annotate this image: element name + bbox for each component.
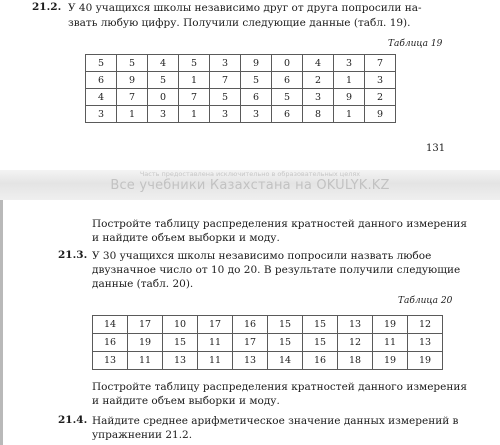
table-cell: 9 <box>117 72 148 89</box>
table-cell: 5 <box>179 55 210 72</box>
table-cell: 9 <box>241 55 272 72</box>
table-row <box>93 316 443 334</box>
table-cell: 1 <box>117 106 148 123</box>
table-cell: 5 <box>86 55 117 72</box>
page-edge <box>0 200 3 445</box>
upper-page <box>0 0 500 170</box>
table-cell: 15 <box>303 316 338 334</box>
table-cell: 15 <box>268 316 303 334</box>
table-19-caption: Таблица 19 <box>388 39 443 49</box>
task4-line-1: Найдите среднее арифметическое значение данных измерений в <box>92 415 459 427</box>
table-cell: 11 <box>373 334 408 352</box>
table-cell: 17 <box>128 316 163 334</box>
task3-line-3: данные (табл. 20). <box>92 278 194 290</box>
task-number-21-4: 21.4. <box>58 414 88 426</box>
table-cell: 17 <box>233 334 268 352</box>
watermark-note: Часть предоставлена исключительно в образовательных целях <box>139 170 361 178</box>
table-cell: 7 <box>179 89 210 106</box>
table-row <box>86 106 396 123</box>
table-cell: 18 <box>338 352 373 370</box>
table-cell: 2 <box>303 72 334 89</box>
table-cell: 5 <box>272 89 303 106</box>
table-cell: 3 <box>334 55 365 72</box>
table-cell: 15 <box>163 334 198 352</box>
after-table-line-2: и найдите объем выборки и моду. <box>92 395 280 407</box>
page-number: 131 <box>426 143 446 154</box>
table-cell: 1 <box>179 72 210 89</box>
table-cell: 3 <box>210 55 241 72</box>
table-20 <box>92 315 443 370</box>
table-cell: 9 <box>334 89 365 106</box>
table-cell: 11 <box>128 352 163 370</box>
table-cell: 6 <box>272 106 303 123</box>
table-cell: 19 <box>373 352 408 370</box>
table-cell: 5 <box>241 72 272 89</box>
table-cell: 17 <box>198 316 233 334</box>
table-cell: 13 <box>338 316 373 334</box>
task-number-21-2: 21.2. <box>32 1 62 13</box>
table-cell: 4 <box>148 55 179 72</box>
table-cell: 13 <box>408 334 443 352</box>
table-row <box>86 89 396 106</box>
table-cell: 9 <box>365 106 396 123</box>
table-cell: 5 <box>210 89 241 106</box>
table-cell: 3 <box>303 89 334 106</box>
table-row <box>86 72 396 89</box>
table-cell: 3 <box>86 106 117 123</box>
table-cell: 11 <box>198 334 233 352</box>
table-cell: 15 <box>268 334 303 352</box>
table-cell: 16 <box>233 316 268 334</box>
table-20-caption: Таблица 20 <box>398 296 453 306</box>
table-cell: 15 <box>303 334 338 352</box>
task-number-21-3: 21.3. <box>58 249 88 261</box>
table-cell: 10 <box>163 316 198 334</box>
table-cell: 7 <box>117 89 148 106</box>
table-cell: 7 <box>365 55 396 72</box>
table-cell: 12 <box>408 316 443 334</box>
table-cell: 1 <box>179 106 210 123</box>
table-cell: 19 <box>128 334 163 352</box>
table-cell: 14 <box>93 316 128 334</box>
table-cell: 5 <box>148 72 179 89</box>
table-cell: 7 <box>210 72 241 89</box>
table-cell: 13 <box>233 352 268 370</box>
task4-line-2: упражнении 21.2. <box>92 429 193 441</box>
table-row <box>93 352 443 370</box>
lower-page <box>0 200 500 445</box>
continuation-line-1: Постройте таблицу распределения кратностей данного измерения <box>92 218 467 230</box>
table-cell: 19 <box>373 316 408 334</box>
table-cell: 19 <box>408 352 443 370</box>
task3-line-1: У 30 учащихся школы независимо попросили назвать любое <box>92 250 432 262</box>
continuation-line-2: и найдите объем выборки и моду. <box>92 232 280 244</box>
table-cell: 16 <box>93 334 128 352</box>
table-cell: 3 <box>365 72 396 89</box>
table-cell: 1 <box>334 106 365 123</box>
table-cell: 3 <box>241 106 272 123</box>
table-cell: 3 <box>210 106 241 123</box>
table-cell: 4 <box>303 55 334 72</box>
table-cell: 4 <box>86 89 117 106</box>
table-cell: 0 <box>272 55 303 72</box>
table-cell: 2 <box>365 89 396 106</box>
table-cell: 6 <box>86 72 117 89</box>
table-cell: 8 <box>303 106 334 123</box>
table-cell: 13 <box>93 352 128 370</box>
table-cell: 0 <box>148 89 179 106</box>
table-row <box>93 334 443 352</box>
table-cell: 3 <box>148 106 179 123</box>
table-cell: 12 <box>338 334 373 352</box>
task-text-line-1: У 40 учащихся школы независимо друг от друга попросили на- <box>68 2 422 14</box>
task-text-line-2: звать любую цифру. Получили следующие данные (табл. 19). <box>68 17 411 29</box>
table-row <box>86 55 396 72</box>
after-table-line-1: Постройте таблицу распределения кратностей данного измерения <box>92 381 467 393</box>
table-cell: 5 <box>117 55 148 72</box>
table-cell: 14 <box>268 352 303 370</box>
table-cell: 1 <box>334 72 365 89</box>
watermark-text: Все учебники Казахстана на OKULYK.KZ <box>110 178 390 193</box>
table-cell: 6 <box>272 72 303 89</box>
table-cell: 13 <box>163 352 198 370</box>
table-cell: 16 <box>303 352 338 370</box>
table-cell: 6 <box>241 89 272 106</box>
table-cell: 11 <box>198 352 233 370</box>
task3-line-2: двузначное число от 10 до 20. В результате получили следующие <box>92 264 461 276</box>
table-19 <box>85 54 396 123</box>
